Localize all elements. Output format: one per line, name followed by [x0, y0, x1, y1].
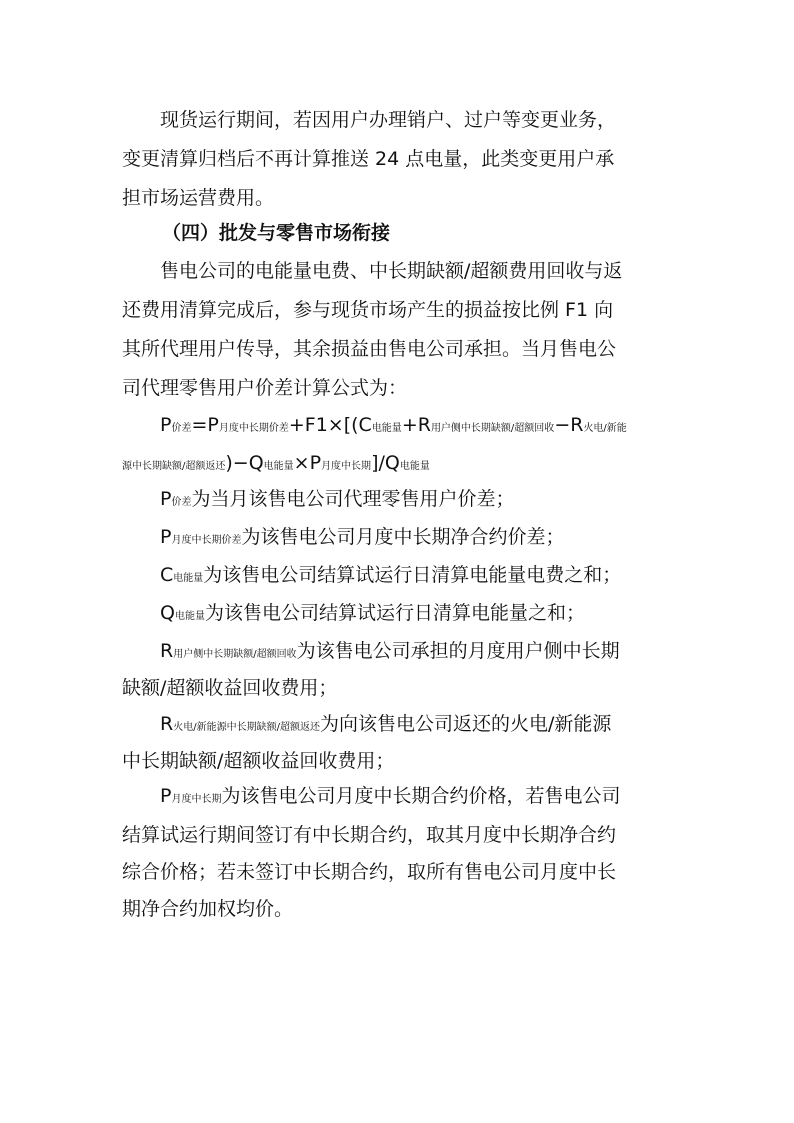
definition-symbol: R: [160, 713, 174, 735]
formula-symbol: −R: [554, 414, 584, 436]
paragraph-line: 司代理零售用户价差计算公式为：: [122, 377, 408, 399]
definition-line: [160, 710, 611, 738]
formula-subscript: 电能量: [399, 461, 430, 472]
definition-line: [160, 782, 620, 810]
definition-line: [160, 599, 585, 627]
definition-subscript: 价差: [171, 497, 192, 508]
definition-symbol: R: [160, 640, 174, 662]
definition-symbol: P: [160, 526, 172, 548]
definition-subscript: 月度中长期价差: [171, 535, 242, 546]
definition-text: 为该售电公司月度中长期合约价格，若售电公司: [221, 785, 621, 807]
formula-symbol: +F1×[(C: [288, 414, 372, 436]
formula-symbol: P: [160, 414, 172, 436]
formula-subscript: 源中长期缺额/超额返还: [122, 461, 226, 472]
definition-continuation: 结算试运行期间签订有中长期合约，取其月度中长期净合约: [122, 824, 617, 846]
definition-text: 为该售电公司承担的月度用户侧中长期: [296, 640, 620, 662]
definition-text: 为该售电公司结算试运行日清算电能量之和；: [204, 602, 585, 624]
definition-continuation: 中长期缺额/超额收益回收费用；: [122, 750, 395, 772]
formula-symbol: )−Q: [225, 452, 264, 474]
formula-subscript: 月度中长期价差: [218, 423, 289, 434]
formula-symbol: ]/Q: [371, 452, 400, 474]
formula-subscript: 用户侧中长期缺额/超额回收: [430, 423, 555, 434]
paragraph-line: 变更清算归档后不再计算推送 24 点电量，此类变更用户承: [122, 148, 615, 170]
formula-subscript: 电能量: [263, 461, 294, 472]
definition-symbol: C: [160, 564, 174, 586]
formula-line-2: [122, 449, 430, 477]
definition-line: [160, 485, 514, 513]
formula-subscript: 火电/新能: [583, 423, 627, 434]
formula-subscript: 价差: [171, 423, 192, 434]
section-heading: （四）批发与零售市场衔接: [162, 222, 391, 244]
paragraph-line: 担市场运营费用。: [122, 187, 275, 209]
definition-line: [160, 523, 564, 551]
definition-continuation: 缺额/超额收益回收费用；: [122, 677, 338, 699]
definition-text: 为该售电公司结算试运行日清算电能量电费之和；: [203, 564, 622, 586]
definition-symbol: P: [160, 488, 172, 510]
definition-subscript: 用户侧中长期缺额/超额回收: [173, 649, 297, 660]
definition-symbol: P: [160, 785, 172, 807]
definition-continuation: 综合价格；若未签订中长期合约，取所有售电公司月度中长: [122, 861, 617, 883]
paragraph-line: 其所代理用户传导，其余损益由售电公司承担。当月售电公: [122, 338, 617, 360]
definition-text: 为该售电公司月度中长期净合约价差；: [241, 526, 565, 548]
definition-subscript: 月度中长期: [171, 794, 222, 805]
definition-subscript: 电能量: [174, 611, 205, 622]
paragraph-line: 还费用清算完成后，参与现货市场产生的损益按比例 F1 向: [122, 299, 614, 321]
definition-symbol: Q: [160, 602, 175, 624]
definition-text: 为当月该售电公司代理零售用户价差；: [191, 488, 515, 510]
definition-continuation: 期净合约加权均价。: [122, 898, 294, 920]
formula-line-1: [160, 411, 627, 439]
formula-symbol: ×P: [293, 452, 322, 474]
paragraph-line: 售电公司的电能量电费、中长期缺额/超额费用回收与返: [160, 260, 623, 282]
formula-symbol: +R: [401, 414, 431, 436]
definition-line: [160, 561, 621, 589]
formula-subscript: 月度中长期: [321, 461, 372, 472]
definition-subscript: 火电/新能源中长期缺额/超额返还: [173, 722, 320, 733]
formula-subscript: 电能量: [371, 423, 402, 434]
paragraph-line: 现货运行期间，若因用户办理销户、过户等变更业务，: [160, 109, 617, 131]
definition-subscript: 电能量: [173, 573, 204, 584]
definition-text: 为向该售电公司返还的火电/新能源: [319, 713, 612, 735]
definition-line: [160, 637, 620, 665]
formula-symbol: =P: [191, 414, 219, 436]
